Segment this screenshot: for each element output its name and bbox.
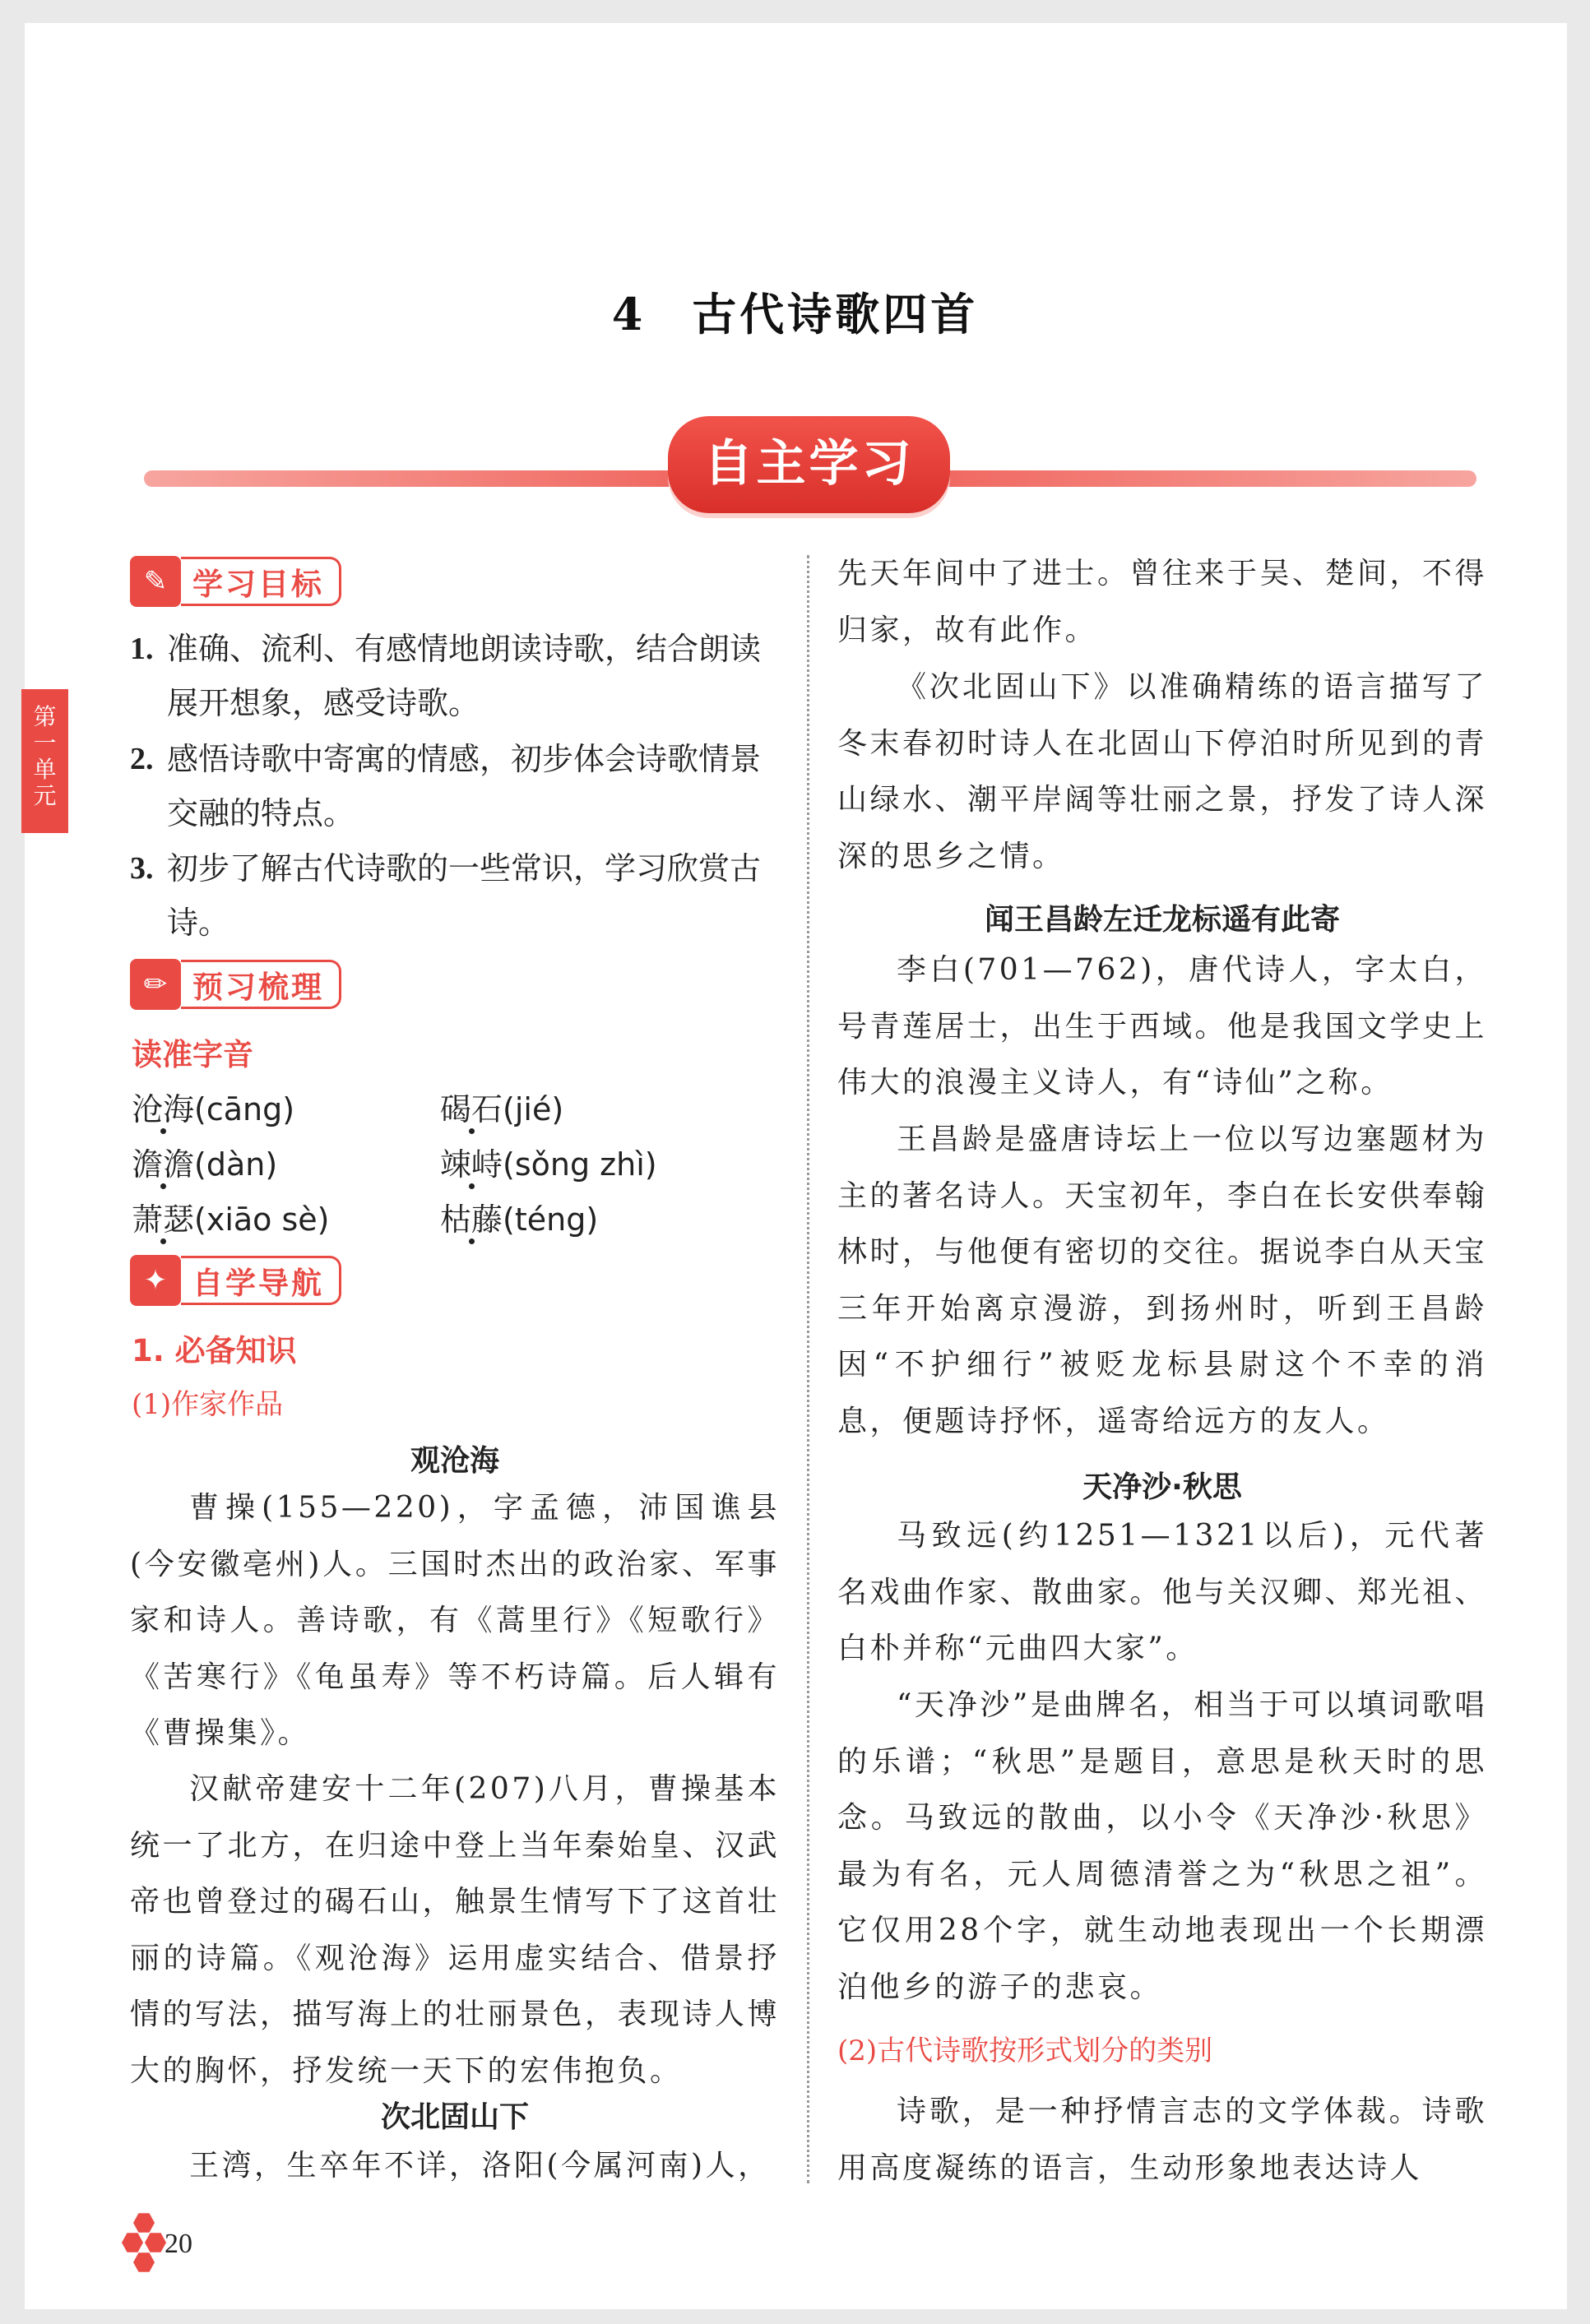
- pinyin-chars: 竦峙: [440, 1146, 503, 1183]
- paragraph: 《次北固山下》以准确精练的语言描写了冬末春初时诗人在北固山下停泊时所见到的青山绿水、潮平岸阔等壮丽之景，抒发了诗人深深的思乡之情。: [837, 670, 1488, 873]
- pinyin-item: [440, 1139, 657, 1184]
- guide-header: [130, 1255, 341, 1306]
- knowledge-sub1: (1)作家作品: [132, 1388, 284, 1421]
- pencil-icon: ✏: [130, 959, 181, 1010]
- side-tab-char: 单: [33, 756, 57, 783]
- preview-header-label: 预习梳理: [181, 960, 341, 1009]
- paragraph: 先天年间中了进士。曾往来于吴、楚间，不得归家，故有此作。: [837, 557, 1488, 647]
- paragraph: “天净沙”是曲牌名，相当于可以填词歌唱的乐谱；“秋思”是题目，意思是秋天时的思念。马致远的散曲，以小令《天净沙·秋思》最为有名，元人周德清誉之为“秋思之祖”。它仅用28个字，就生动地表现出一个长期漂泊他乡的游子的悲哀。: [837, 1688, 1487, 2004]
- pinyin-reading: (sǒng zhì): [503, 1146, 657, 1183]
- goal-item: [130, 732, 780, 840]
- pronunciation-heading: 读准字音: [132, 1037, 253, 1072]
- pinyin-item: [132, 1139, 277, 1184]
- goal-item: [130, 622, 780, 730]
- poem-title: 闻王昌龄左迁龙标遥有此寄: [984, 903, 1340, 937]
- paragraph: 李白(701—762)，唐代诗人，字太白，号青莲居士，出生于西域。他是我国文学史上伟大的浪漫主义诗人，有“诗仙”之称。: [837, 953, 1488, 1100]
- goals-header-label: 学习目标: [181, 557, 341, 606]
- guide-header-label: 自学导航: [181, 1256, 341, 1305]
- pinyin-chars: 碣石: [440, 1091, 503, 1127]
- telescope-icon: ✦: [130, 1255, 181, 1306]
- pinyin-chars: 沧海: [132, 1091, 195, 1127]
- paragraph: 曹操(155—220)，字孟德，沛国谯县(今安徽亳州)人。三国时杰出的政治家、军事家和诗人。善诗歌，有《蒿里行》《短歌行》《苦寒行》《龟虽寿》等不朽诗篇。后人辑有《曹操集》。: [130, 1491, 780, 1750]
- pinyin-reading: (dàn): [194, 1146, 278, 1183]
- reading-person-icon: ✎: [130, 556, 181, 607]
- side-tab-char: 第: [33, 703, 57, 730]
- goal-text: 准确、流利、有感情地朗读诗歌，结合朗读展开想象，感受诗歌。: [167, 631, 762, 721]
- paragraph: 诗歌，是一种抒情言志的文学体裁。诗歌用高度凝练的语言，生动形象地表达诗人: [837, 2095, 1487, 2185]
- pinyin-chars: 枯藤: [440, 1201, 503, 1238]
- paragraph: 王昌龄是盛唐诗坛上一位以写边塞题材为主的著名诗人。天宝初年，李白在长安供奉翰林时，与他便有密切的交往。据说李白从天宝三年开始离京漫游，到扬州时，听到王昌龄因“不护细行”被贬龙标县尉这个不幸的消息，便题诗抒怀，遥寄给远方的友人。: [837, 1123, 1488, 1438]
- pinyin-reading: (jié): [503, 1091, 564, 1127]
- chapter-title: [0, 280, 1590, 343]
- side-tab-char: 一: [33, 729, 57, 757]
- pinyin-item: [440, 1084, 563, 1129]
- pinyin-item: [132, 1084, 294, 1129]
- page-number: 20: [165, 2229, 192, 2259]
- goal-item: [130, 841, 780, 950]
- poem-title: 次北固山下: [380, 2100, 529, 2134]
- goal-text: 感悟诗歌中寄寓的情感，初步体会诗歌情景交融的特点。: [167, 741, 762, 831]
- pinyin-reading: (xiāo sè): [194, 1201, 330, 1238]
- goal-text: 初步了解古代诗歌的一些常识，学习欣赏古诗。: [167, 850, 762, 941]
- goal-number: 2.: [130, 742, 154, 776]
- goal-number: 3.: [130, 851, 154, 886]
- knowledge-sub2: (2)古代诗歌按形式划分的类别: [837, 2035, 1213, 2067]
- chapter-number: 4: [611, 288, 647, 340]
- pinyin-item: [132, 1194, 330, 1239]
- pinyin-reading: (téng): [503, 1201, 599, 1238]
- side-tab-char: 元: [33, 782, 57, 809]
- paragraph: 马致远(约1251—1321以后)，元代著名戏曲作家、散曲家。他与关汉卿、郑光祖、白朴并称“元曲四大家”。: [837, 1519, 1488, 1665]
- pinyin-chars: 萧瑟: [132, 1201, 195, 1238]
- knowledge-heading: 1. 必备知识: [132, 1333, 297, 1368]
- poem-title: 天净沙·秋思: [1082, 1470, 1242, 1504]
- chapter-name: 古代诗歌四首: [692, 288, 979, 340]
- unit-side-tab: [21, 689, 68, 833]
- section-banner: 自主学习: [668, 416, 950, 513]
- goal-number: 1.: [130, 632, 154, 666]
- pinyin-reading: (cāng): [194, 1091, 295, 1127]
- preview-header: [130, 959, 341, 1010]
- goals-header: [130, 556, 341, 607]
- paragraph: 王湾，生卒年不详，洛阳(今属河南)人，: [189, 2149, 771, 2183]
- column-divider: [807, 555, 809, 2183]
- pinyin-chars: 澹澹: [132, 1146, 195, 1183]
- pinyin-item: [440, 1194, 598, 1239]
- paragraph: 汉献帝建安十二年(207)八月，曹操基本统一了北方，在归途中登上当年秦始皇、汉武帝也曾登过的碣石山，触景生情写下了这首壮丽的诗篇。《观沧海》运用虚实结合、借景抒情的写法，描写海上的壮丽景色，表现诗人博大的胸怀，抒发统一天下的宏伟抱负。: [130, 1772, 781, 2088]
- poem-title: 观沧海: [410, 1444, 499, 1478]
